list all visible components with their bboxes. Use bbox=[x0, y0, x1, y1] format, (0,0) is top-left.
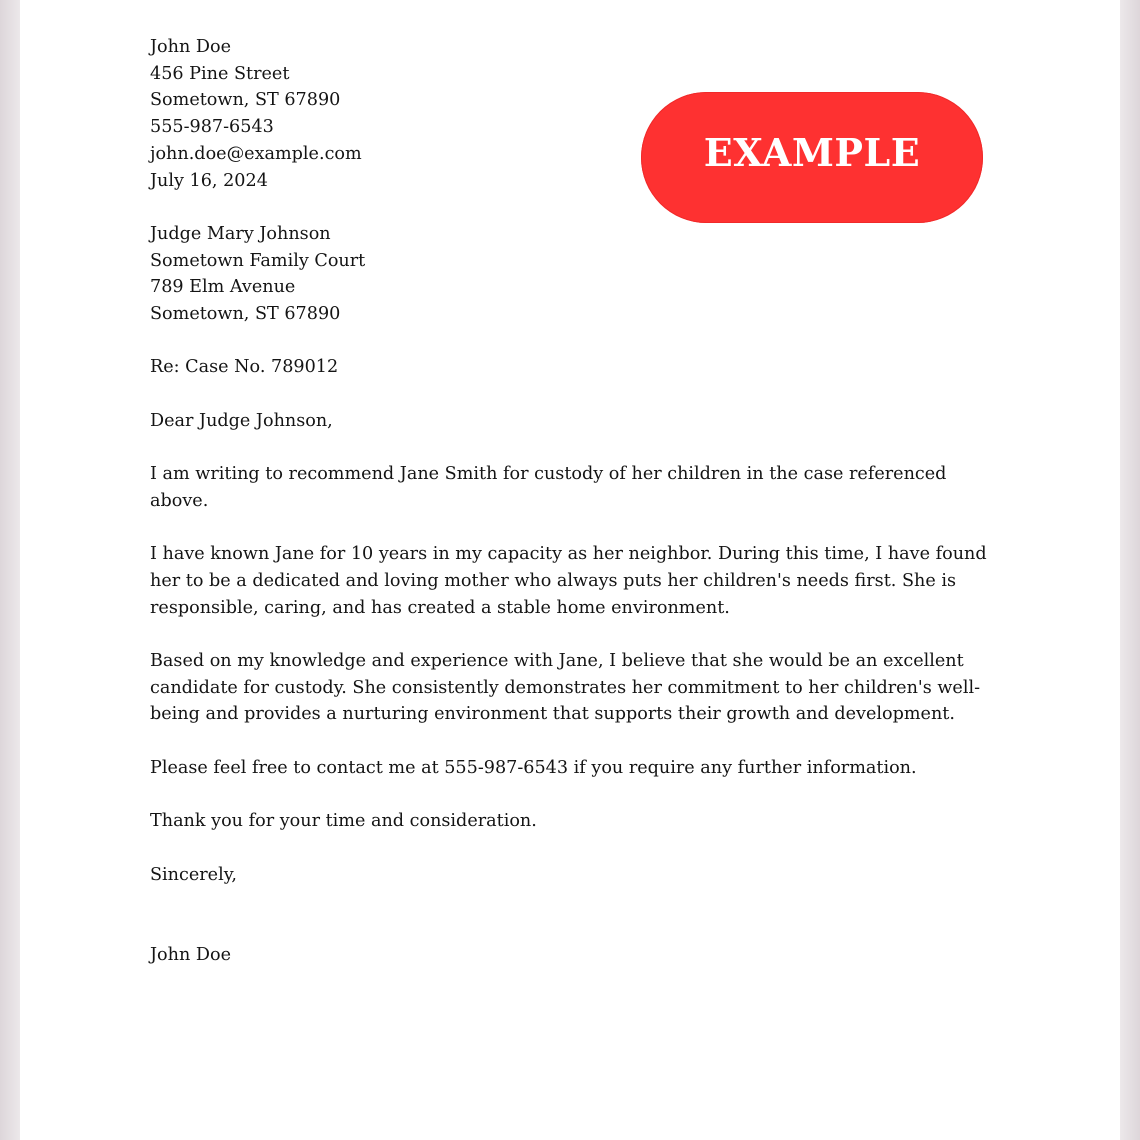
paragraph-relationship: I have known Jane for 10 years in my capacity as her neighbor. During this time, I have found her to be a dedicated and loving mother who always puts her children's needs first. She is responsible, caring, and has created a stable home environment. bbox=[150, 544, 987, 618]
letter-page bbox=[20, 0, 1120, 1140]
case-reference: Re: Case No. 789012 bbox=[150, 357, 339, 378]
paragraph-recommendation: Based on my knowledge and experience with Jane, I believe that she would be an excellent candidate for custody. She consistently demonstrates her commitment to her children's well-being and provides a nurturing environment that supports their growth and development. bbox=[150, 651, 981, 725]
example-stamp bbox=[641, 92, 983, 223]
paragraph-contact: Please feel free to contact me at 555-987-6543 if you require any further information. bbox=[150, 757, 917, 778]
recipient-name: Judge Mary Johnson bbox=[150, 223, 331, 244]
recipient-city: Sometown, ST 67890 bbox=[150, 304, 341, 325]
letter-paragraphs bbox=[150, 461, 1000, 835]
sender-city: Sometown, ST 67890 bbox=[150, 90, 341, 111]
recipient-address bbox=[150, 221, 1000, 328]
paragraph-thanks: Thank you for your time and consideration. bbox=[150, 811, 537, 832]
sender-email: john.doe@example.com bbox=[150, 143, 362, 164]
sender-street: 456 Pine Street bbox=[150, 63, 290, 84]
closing: Sincerely, bbox=[150, 864, 237, 885]
recipient-street: 789 Elm Avenue bbox=[150, 277, 296, 298]
paragraph-intro: I am writing to recommend Jane Smith for custody of her children in the case referenced above. bbox=[150, 464, 947, 511]
recipient-court: Sometown Family Court bbox=[150, 250, 366, 271]
sender-phone: 555-987-6543 bbox=[150, 117, 274, 138]
example-stamp-label: EXAMPLE bbox=[703, 130, 921, 175]
sender-name: John Doe bbox=[150, 37, 232, 57]
salutation: Dear Judge Johnson, bbox=[150, 410, 333, 431]
signature-name: John Doe bbox=[150, 944, 232, 965]
letter-date: July 16, 2024 bbox=[150, 170, 268, 191]
